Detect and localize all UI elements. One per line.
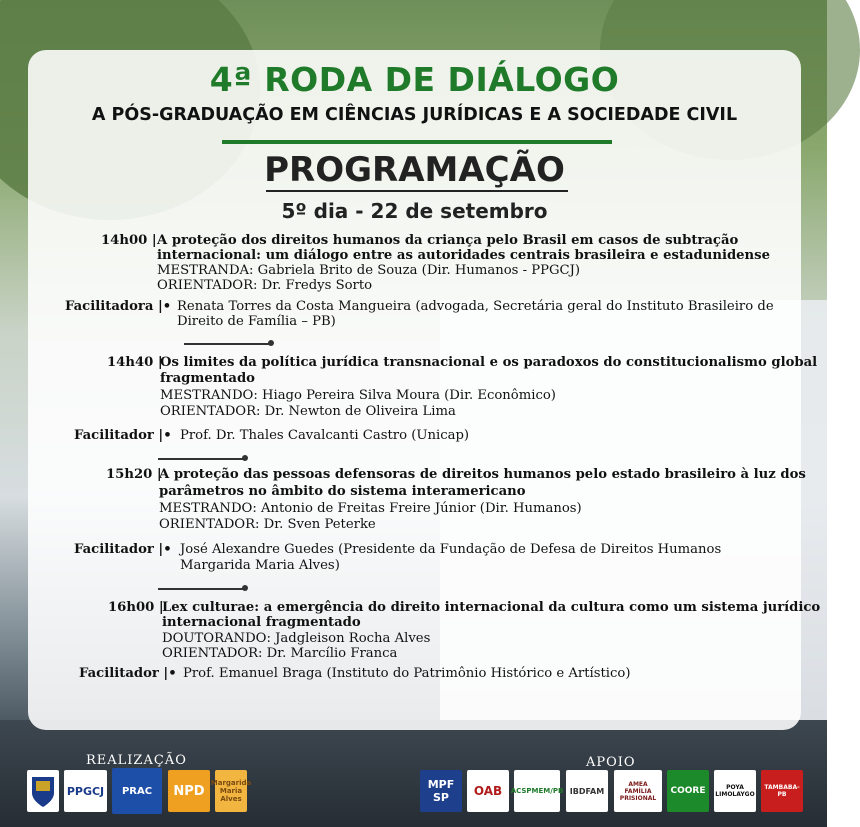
session-title-line: internacional fragmentado <box>162 615 361 630</box>
session-person: DOUTORANDO: Jadgleison Rocha Alves <box>162 631 431 646</box>
ufpb-crest-logo <box>27 770 59 812</box>
session-person: ORIENTADOR: Dr. Fredys Sorto <box>157 278 373 293</box>
event-title: 4ª RODA DE DIÁLOGO <box>209 60 620 99</box>
session-time: 14h00 | <box>101 233 157 248</box>
facilitator-label: Facilitador |• <box>74 428 172 443</box>
facilitator-name: José Alexandre Guedes (Presidente da Fundação de Defesa de Direitos Humanos <box>180 542 722 557</box>
facilitator-name: Prof. Emanuel Braga (Instituto do Patrimônio Histórico e Artístico) <box>183 666 631 681</box>
facilitator-label: Facilitadora |• <box>65 299 172 314</box>
facilitator-name: Direito de Família – PB) <box>177 314 336 329</box>
facilitator-label: Facilitador |• <box>79 666 177 681</box>
facilitator-name: Renata Torres da Costa Mangueira (advogada, Secretária geral do Instituto Brasileiro de <box>177 299 774 314</box>
coore-logo: COORE <box>667 770 709 812</box>
apoio-label: APOIO <box>586 755 636 770</box>
acspmem-logo: ACSPMEM/PB <box>514 770 560 812</box>
session-time: 15h20 | <box>106 467 162 482</box>
session-person: MESTRANDO: Hiago Pereira Silva Moura (Dir. Econômico) <box>160 388 556 403</box>
session-person: MESTRANDA: Gabriela Brito de Souza (Dir. Humanos - PPGCJ) <box>157 263 581 278</box>
mpf-logo: MPF SP <box>420 770 462 812</box>
session-person: ORIENTADOR: Dr. Marcílio Franca <box>162 646 398 661</box>
event-date: 5º dia - 22 de setembro <box>281 199 548 223</box>
session-separator <box>158 588 246 590</box>
facilitator-name: Margarida Maria Alves) <box>180 558 340 573</box>
session-separator <box>158 458 246 460</box>
realizacao-label: REALIZAÇÃO <box>86 753 187 768</box>
title-divider <box>222 140 612 144</box>
session-time: 16h00 | <box>108 600 164 615</box>
tambaba-logo: TAMBABA-PB <box>761 770 803 812</box>
session-title-line: Lex culturae: a emergência do direito internacional da cultura como um sistema jurídico <box>162 600 821 615</box>
session-title-line: A proteção dos direitos humanos da criança pelo Brasil em casos de subtração <box>157 233 739 248</box>
session-title-line: internacional: um diálogo entre as autoridades centrais brasileira e estadunidense <box>157 248 770 263</box>
session-separator <box>184 343 272 345</box>
session-person: ORIENTADOR: Dr. Newton de Oliveira Lima <box>160 404 456 419</box>
poya-logo: POYA LIMOLAYGO <box>714 770 756 812</box>
amea-logo: AMEA FAMÍLIA PRISIONAL <box>614 770 662 812</box>
event-subtitle: A PÓS-GRADUAÇÃO EM CIÊNCIAS JURÍDICAS E A SOCIEDADE CIVIL <box>91 105 738 125</box>
facilitator-name: Prof. Dr. Thales Cavalcanti Castro (Unicap) <box>180 428 470 443</box>
session-title-line: parâmetros no âmbito do sistema interamericano <box>159 484 526 499</box>
program-heading: PROGRAMAÇÃO <box>264 150 565 190</box>
session-person: MESTRANDO: Antonio de Freitas Freire Júnior (Dir. Humanos) <box>159 501 582 516</box>
ppgcj-logo: PPGCJ <box>64 770 107 812</box>
session-time: 14h40 | <box>107 355 163 370</box>
oab-logo: OAB <box>467 770 509 812</box>
session-title-line: fragmentado <box>160 371 255 386</box>
program-underline <box>266 190 568 192</box>
ibdfam-logo: IBDFAM <box>566 770 608 812</box>
facilitator-label: Facilitador |• <box>74 542 172 557</box>
session-title-line: A proteção das pessoas defensoras de direitos humanos pelo estado brasileiro à luz dos <box>159 467 806 482</box>
margarida-logo: Margarida Maria Alves <box>215 770 247 812</box>
npd-logo: NPD <box>168 770 210 812</box>
session-title-line: Os limites da política jurídica transnacional e os paradoxos do constitucionalismo global <box>160 355 818 370</box>
prac-logo: PRAC <box>112 768 162 814</box>
session-person: ORIENTADOR: Dr. Sven Peterke <box>159 517 376 532</box>
